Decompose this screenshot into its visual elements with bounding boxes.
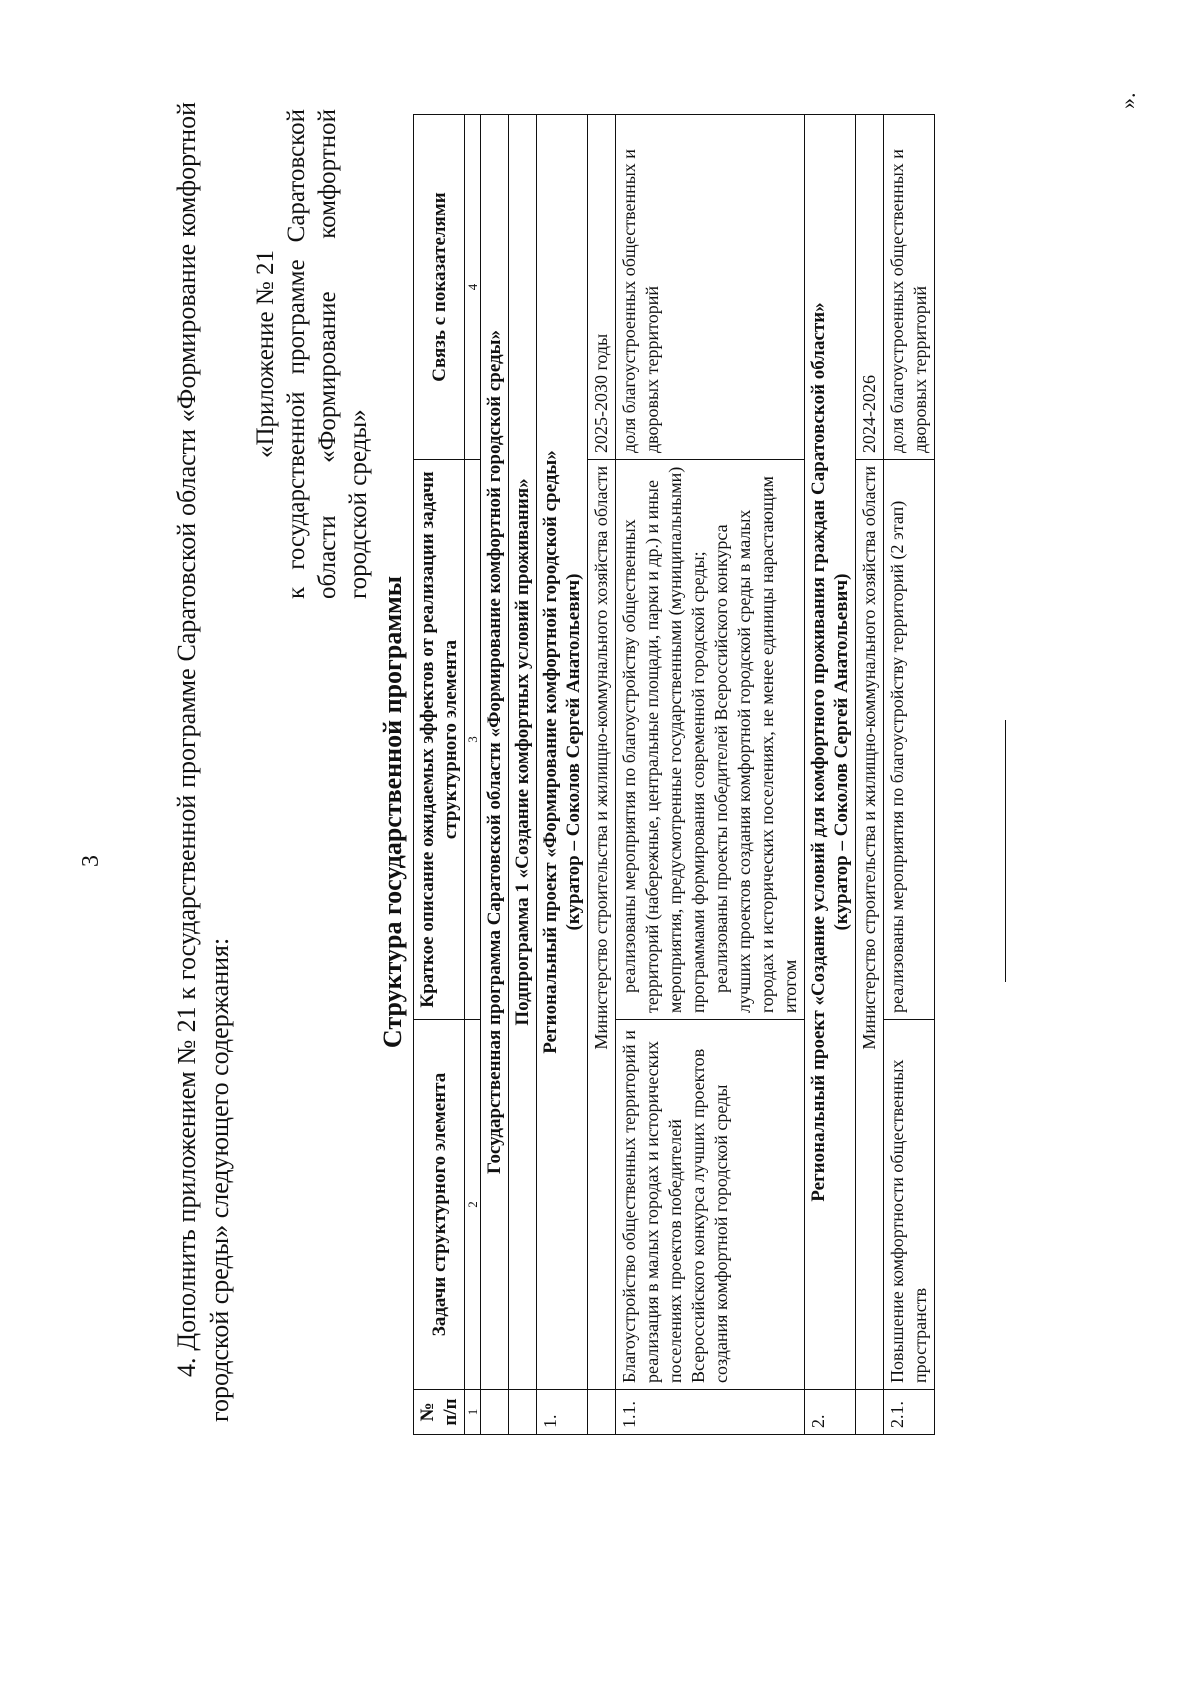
- project2-row: [805, 115, 856, 1435]
- header-link: Связь с показателями: [414, 115, 465, 460]
- row-num: 1.1.: [616, 1390, 805, 1435]
- project1-heading: [537, 115, 588, 1390]
- header-num: № п/п: [414, 1390, 465, 1435]
- subprogram-title: Подпрограмма 1 «Создание комфортных условий проживания»: [509, 115, 537, 1390]
- program-row: [481, 115, 509, 1435]
- project1-num: 1.: [537, 1390, 588, 1435]
- project2-title: Региональный проект «Создание условий для комфортного проживания граждан Саратовской области»: [808, 302, 829, 1202]
- table-row: [616, 115, 805, 1435]
- project1-period: 2025-2030 годы: [588, 115, 616, 460]
- annex-title: «Приложение № 21: [252, 249, 279, 459]
- row-effect: реализованы мероприятия по благоустройству общественных территорий (набережные, центральные площади, парки и др.) и иные мероприятия, предусмотренные государственными (муниципальными) программами формирования современной городской среды;: [619, 466, 708, 1013]
- annex-text: к государственной программе Саратовской области «Формирование комфортной городской среды»: [283, 109, 372, 599]
- project2-ministry: Министерство строительства и жилищно-коммунального хозяйства области: [856, 460, 884, 1390]
- project1-curator: (куратор – Соколов Сергей Анатольевич): [563, 573, 584, 931]
- row-link: доля благоустроенных общественных и дворовых территорий: [884, 115, 935, 460]
- page-number: 3: [78, 855, 104, 867]
- program-structure-table: [413, 114, 935, 1435]
- table-row: [884, 115, 935, 1435]
- project2-ministry-row: [856, 115, 884, 1435]
- table-title: Структура государственной программы: [378, 575, 407, 1049]
- column-number-row: [465, 115, 481, 1435]
- project2-period: 2024-2026: [856, 115, 884, 460]
- col-number: 4: [465, 115, 481, 460]
- row-effects: [616, 460, 805, 1020]
- col-number: 1: [465, 1390, 481, 1435]
- program-title: Государственная программа Саратовской области «Формирование комфортной городской среды»: [481, 115, 509, 1390]
- row-effect: реализованы мероприятия по благоустройству территорий (2 этап): [884, 460, 935, 1020]
- row-link: доля благоустроенных общественных и дворовых территорий: [616, 115, 805, 460]
- annex-header: [250, 109, 374, 599]
- project1-row: [537, 115, 588, 1435]
- row-effect: реализованы проекты победителей Всероссийского конкурса лучших проектов создания комфортной городской среды в малых городах и исторических поселениях, не менее единицы нарастающим итогом: [711, 476, 800, 1013]
- subprogram-row: [509, 115, 537, 1435]
- row-task: Благоустройство общественных территорий и реализация в малых городах и исторических поселениях проектов победителей Всероссийского конкурса лучших проектов создания комфортной городской среды: [616, 1020, 805, 1390]
- project1-ministry: Министерство строительства и жилищно-коммунального хозяйства области: [588, 460, 616, 1390]
- header-tasks: Задачи структурного элемента: [414, 1020, 465, 1390]
- col-number: 2: [465, 1020, 481, 1390]
- row-task: Повышение комфортности общественных пространств: [884, 1020, 935, 1390]
- project2-heading: [805, 115, 856, 1390]
- table-header-row: [414, 115, 465, 1435]
- project1-title: Региональный проект «Формирование комфортной городской среды»: [540, 450, 561, 1054]
- intro-paragraph: 4. Дополнить приложением № 21 к государственной программе Саратовской области «Формирование комфортной городской среды» следующего содержания:: [172, 102, 234, 1422]
- project2-curator: (куратор – Соколов Сергей Анатольевич): [831, 573, 852, 931]
- row-num: 2.1.: [884, 1390, 935, 1435]
- closing-quote-mark: ».: [1115, 92, 1140, 109]
- header-effects: Краткое описание ожидаемых эффектов от реализации задачи структурного элемента: [414, 460, 465, 1020]
- closing-rule: [1005, 720, 1006, 982]
- project2-num: 2.: [805, 1390, 856, 1435]
- col-number: 3: [465, 460, 481, 1020]
- project1-ministry-row: [588, 115, 616, 1435]
